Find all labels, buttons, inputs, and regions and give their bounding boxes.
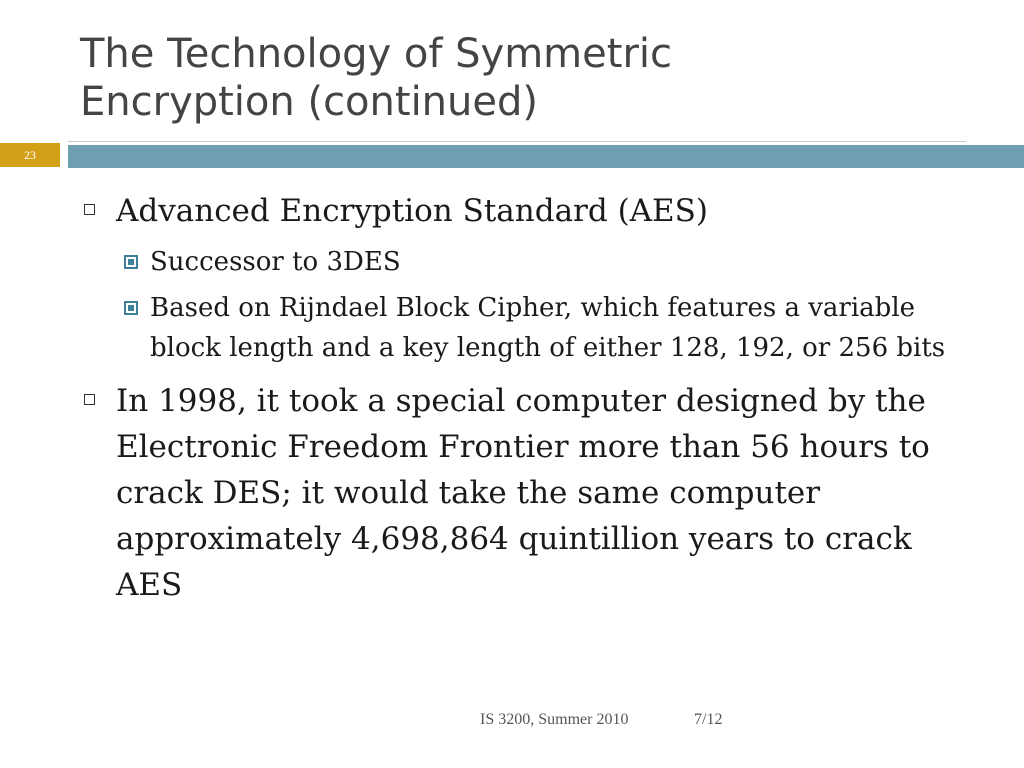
- slide-title-line-2: Encryption (continued): [80, 79, 538, 125]
- bullet-text: Advanced Encryption Standard (AES): [116, 193, 709, 229]
- slide-title-line-1: The Technology of Symmetric: [80, 31, 672, 77]
- slide-number: 23: [0, 143, 60, 167]
- square-bullet-icon: [84, 394, 95, 405]
- square-bullet-icon: [84, 204, 95, 215]
- filled-square-bullet-icon: [124, 301, 138, 315]
- footer-course: IS 3200, Summer 2010: [480, 711, 629, 728]
- title-divider: [68, 141, 966, 142]
- bullet-aes: [80, 188, 980, 234]
- accent-bar: [68, 145, 1024, 168]
- sub-bullet-rijndael: [80, 288, 980, 368]
- footer-date: 7/12: [694, 711, 723, 728]
- bullet-text: In 1998, it took a special computer designed by the Electronic Freedom Frontier more than 56 hours to crack DES; it would take the same computer approximately 4,698,864 quintillion years to crack AES: [116, 383, 930, 603]
- sub-bullet-list: [80, 242, 980, 368]
- bullet-1998: [80, 378, 980, 608]
- sub-bullet-text: Based on Rijndael Block Cipher, which features a variable block length and a key length of either 128, 192, or 256 bits: [150, 293, 946, 363]
- sub-bullet-successor: [80, 242, 980, 282]
- sub-bullet-text: Successor to 3DES: [150, 247, 401, 277]
- slide-content: [80, 188, 980, 616]
- slide-title: [80, 30, 980, 126]
- filled-square-bullet-icon: [124, 255, 138, 269]
